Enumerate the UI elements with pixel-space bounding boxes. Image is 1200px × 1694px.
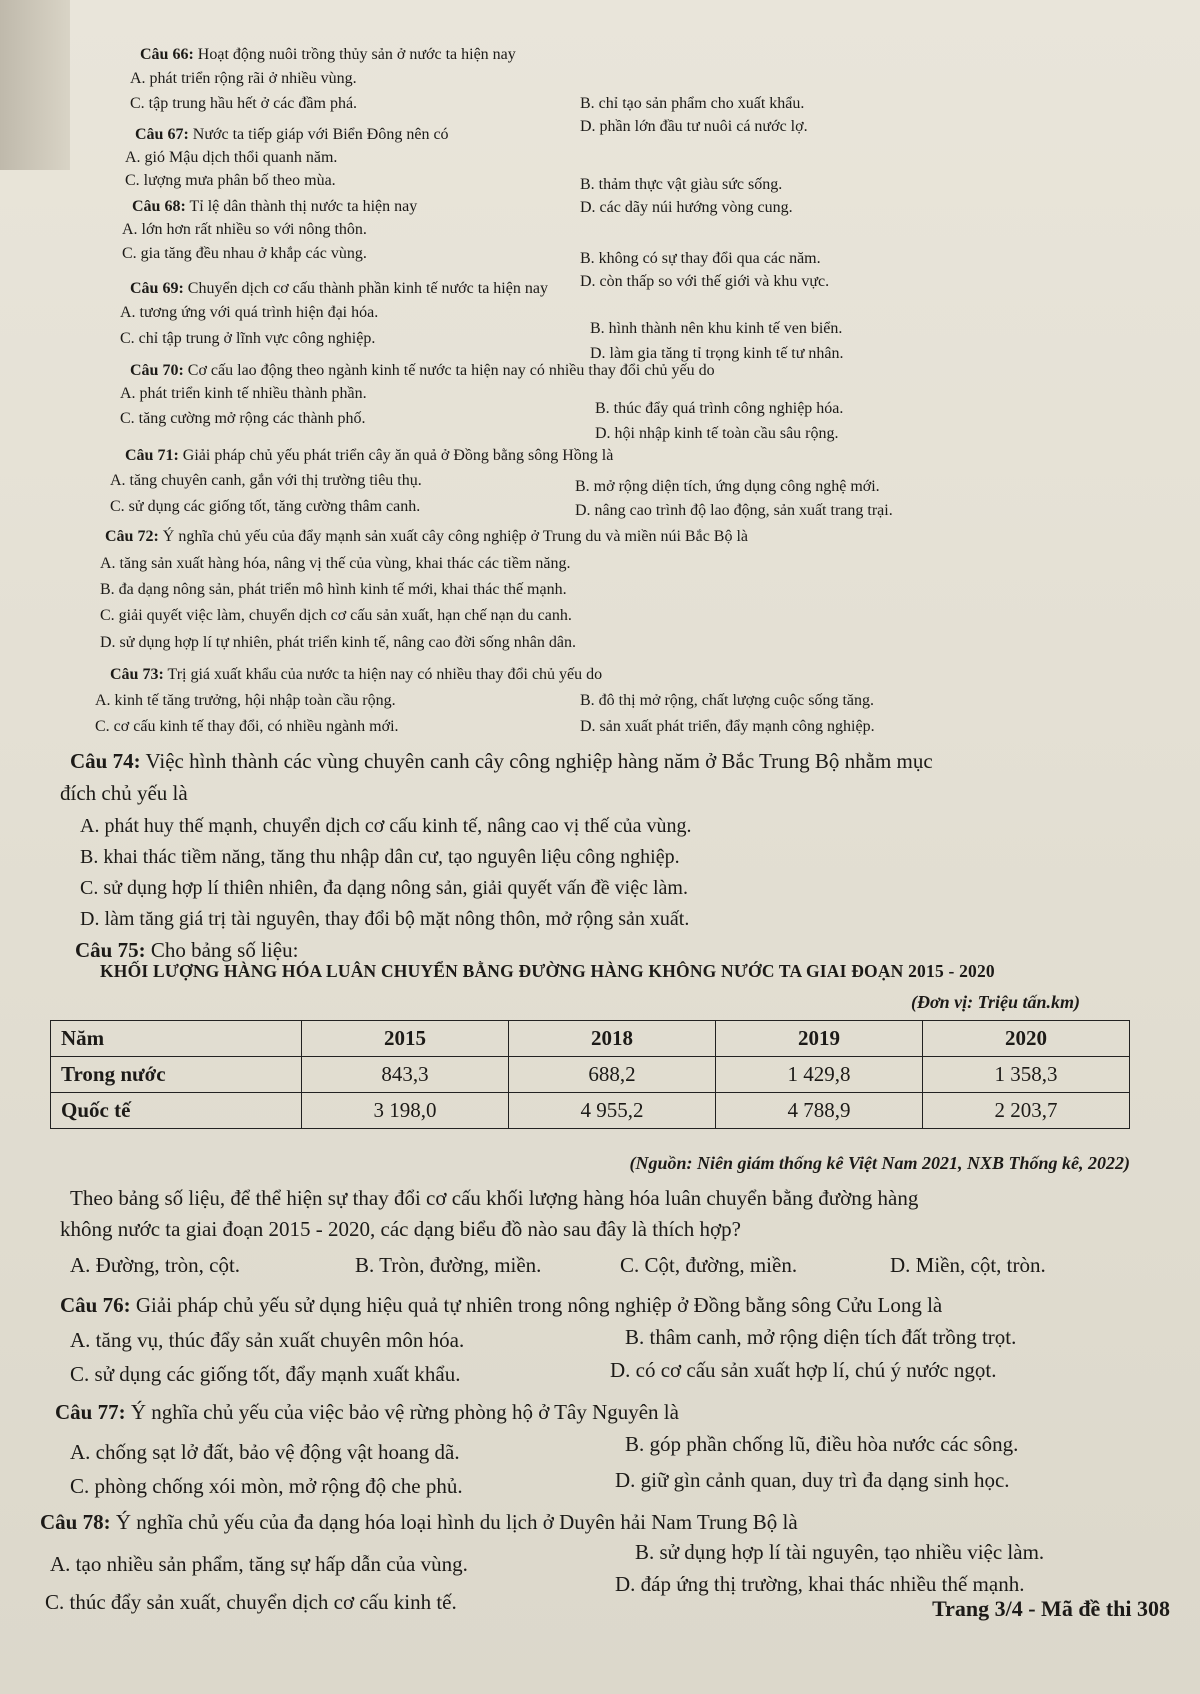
data-table — [50, 1020, 1130, 1129]
question-70-option-a: A. phát triển kinh tế nhiều thành phần. — [120, 385, 367, 402]
question-74-stem: Câu 74: Việc hình thành các vùng chuyên canh cây công nghiệp hàng năm ở Bắc Trung Bộ nhằm mục — [70, 749, 933, 773]
question-78-stem: Câu 78: Ý nghĩa chủ yếu của đa dạng hóa loại hình du lịch ở Duyên hải Nam Trung Bộ là — [40, 1510, 798, 1534]
question-69-option-c: C. chỉ tập trung ở lĩnh vực công nghiệp. — [120, 330, 376, 347]
question-66-option-b: B. chỉ tạo sản phẩm cho xuất khẩu. — [580, 95, 805, 112]
question-66-stem: Câu 66: Hoạt động nuôi trồng thủy sản ở nước ta hiện nay — [140, 46, 516, 63]
page-footer: Trang 3/4 - Mã đề thi 308 — [932, 1596, 1170, 1621]
question-70-option-b: B. thúc đẩy quá trình công nghiệp hóa. — [595, 400, 844, 417]
question-72-option-c: C. giải quyết việc làm, chuyển dịch cơ cấu sản xuất, hạn chế nạn du canh. — [100, 607, 572, 624]
question-77-option-c: C. phòng chống xói mòn, mở rộng độ che phủ. — [70, 1474, 463, 1498]
question-68-stem: Câu 68: Tỉ lệ dân thành thị nước ta hiện nay — [132, 198, 418, 215]
question-69-option-d: D. làm gia tăng tỉ trọng kinh tế tư nhân. — [590, 345, 844, 362]
question-77-option-a: A. chống sạt lở đất, bảo vệ động vật hoang dã. — [70, 1440, 460, 1464]
question-70-stem: Câu 70: Cơ cấu lao động theo ngành kinh tế nước ta hiện nay có nhiều thay đổi chủ yếu do — [130, 362, 715, 379]
question-67-stem: Câu 67: Nước ta tiếp giáp với Biển Đông nên có — [135, 126, 449, 143]
header-cell: 2020 — [923, 1021, 1130, 1057]
question-75-option-d: D. Miền, cột, tròn. — [890, 1253, 1046, 1277]
header-cell: 2018 — [509, 1021, 716, 1057]
table-header-row — [51, 1021, 1130, 1057]
question-68-option-c: C. gia tăng đều nhau ở khắp các vùng. — [122, 245, 367, 262]
question-73-option-a: A. kinh tế tăng trưởng, hội nhập toàn cầu rộng. — [95, 692, 396, 709]
question-78-option-c: C. thúc đẩy sản xuất, chuyển dịch cơ cấu kinh tế. — [45, 1590, 457, 1614]
question-72-option-d: D. sử dụng hợp lí tự nhiên, phát triển kinh tế, nâng cao đời sống nhân dân. — [100, 634, 576, 651]
question-75-option-a: A. Đường, tròn, cột. — [70, 1253, 241, 1277]
question-67-option-d: D. các dãy núi hướng vòng cung. — [580, 199, 793, 216]
table-row — [51, 1093, 1130, 1129]
question-73-option-c: C. cơ cấu kinh tế thay đổi, có nhiều ngành mới. — [95, 718, 399, 735]
question-72-option-a: A. tăng sản xuất hàng hóa, nâng vị thế của vùng, khai thác các tiềm năng. — [100, 555, 571, 572]
question-75-option-b: B. Tròn, đường, miền. — [355, 1253, 542, 1277]
table-cell: 843,3 — [302, 1057, 509, 1093]
question-74-option-a: A. phát huy thế mạnh, chuyển dịch cơ cấu kinh tế, nâng cao vị thế của vùng. — [80, 815, 692, 837]
header-cell: 2015 — [302, 1021, 509, 1057]
question-78-option-d: D. đáp ứng thị trường, khai thác nhiều thế mạnh. — [615, 1572, 1025, 1596]
question-67-option-b: B. thảm thực vật giàu sức sống. — [580, 176, 783, 193]
question-71-option-b: B. mở rộng diện tích, ứng dụng công nghệ mới. — [575, 478, 880, 495]
question-69-option-a: A. tương ứng với quá trình hiện đại hóa. — [120, 304, 379, 321]
table-unit: (Đơn vị: Triệu tấn.km) — [911, 992, 1080, 1012]
question-74-option-c: C. sử dụng hợp lí thiên nhiên, đa dạng nông sản, giải quyết vấn đề việc làm. — [80, 877, 688, 899]
table-cell: 1 429,8 — [716, 1057, 923, 1093]
question-68-option-d: D. còn thấp so với thế giới và khu vực. — [580, 273, 830, 290]
question-68-option-a: A. lớn hơn rất nhiều so với nông thôn. — [122, 221, 367, 238]
question-75-text-cont: không nước ta giai đoạn 2015 - 2020, các dạng biểu đồ nào sau đây là thích hợp? — [60, 1217, 741, 1241]
question-76-option-c: C. sử dụng các giống tốt, đẩy mạnh xuất khẩu. — [70, 1362, 461, 1386]
question-74-option-d: D. làm tăng giá trị tài nguyên, thay đổi bộ mặt nông thôn, mở rộng sản xuất. — [80, 908, 690, 930]
question-68-option-b: B. không có sự thay đổi qua các năm. — [580, 250, 821, 267]
question-76-stem: Câu 76: Giải pháp chủ yếu sử dụng hiệu quả tự nhiên trong nông nghiệp ở Đồng bằng sông Cửu Long là — [60, 1293, 943, 1317]
question-72-stem: Câu 72: Ý nghĩa chủ yếu của đẩy mạnh sản xuất cây công nghiệp ở Trung du và miền núi Bắc Bộ là — [105, 528, 749, 545]
question-70-option-c: C. tăng cường mở rộng các thành phố. — [120, 410, 366, 427]
question-71-option-d: D. nâng cao trình độ lao động, sản xuất trang trại. — [575, 502, 893, 519]
question-76-option-d: D. có cơ cấu sản xuất hợp lí, chú ý nước ngọt. — [610, 1358, 997, 1382]
row-label: Trong nước — [51, 1057, 302, 1093]
question-70-option-d: D. hội nhập kinh tế toàn cầu sâu rộng. — [595, 425, 839, 442]
table-cell: 4 955,2 — [509, 1093, 716, 1129]
table-source: (Nguồn: Niên giám thống kê Việt Nam 2021, NXB Thống kê, 2022) — [629, 1153, 1130, 1173]
table-cell: 2 203,7 — [923, 1093, 1130, 1129]
question-69-option-b: B. hình thành nên khu kinh tế ven biển. — [590, 320, 843, 337]
question-71-option-a: A. tăng chuyên canh, gắn với thị trường tiêu thụ. — [110, 472, 422, 489]
question-69-stem: Câu 69: Chuyển dịch cơ cấu thành phần kinh tế nước ta hiện nay — [130, 280, 548, 297]
table-title: KHỐI LƯỢNG HÀNG HÓA LUÂN CHUYỂN BẰNG ĐƯỜNG HÀNG KHÔNG NƯỚC TA GIAI ĐOẠN 2015 - 2020 — [100, 961, 995, 981]
question-74-option-b: B. khai thác tiềm năng, tăng thu nhập dân cư, tạo nguyên liệu công nghiệp. — [80, 846, 680, 868]
question-67-option-c: C. lượng mưa phân bố theo mùa. — [125, 172, 336, 189]
question-76-option-a: A. tăng vụ, thúc đẩy sản xuất chuyên môn hóa. — [70, 1328, 465, 1352]
table-row — [51, 1057, 1130, 1093]
question-72-option-b: B. đa dạng nông sản, phát triển mô hình kinh tế mới, khai thác thế mạnh. — [100, 581, 567, 598]
question-66-option-d: D. phần lớn đầu tư nuôi cá nước lợ. — [580, 118, 808, 135]
question-74-stem-cont: đích chủ yếu là — [60, 781, 188, 805]
question-73-option-d: D. sản xuất phát triển, đẩy mạnh công nghiệp. — [580, 718, 875, 735]
question-77-option-b: B. góp phần chống lũ, điều hòa nước các sông. — [625, 1432, 1019, 1456]
question-66-option-a: A. phát triển rộng rãi ở nhiều vùng. — [130, 70, 357, 87]
question-73-stem: Câu 73: Trị giá xuất khẩu của nước ta hiện nay có nhiều thay đổi chủ yếu do — [110, 666, 603, 683]
question-71-option-c: C. sử dụng các giống tốt, tăng cường thâm canh. — [110, 498, 421, 515]
header-cell: 2019 — [716, 1021, 923, 1057]
table-cell: 4 788,9 — [716, 1093, 923, 1129]
row-label: Quốc tế — [51, 1093, 302, 1129]
question-76-option-b: B. thâm canh, mở rộng diện tích đất trồng trọt. — [625, 1325, 1017, 1349]
table-cell: 3 198,0 — [302, 1093, 509, 1129]
question-78-option-b: B. sử dụng hợp lí tài nguyên, tạo nhiều việc làm. — [635, 1540, 1045, 1564]
table-cell: 688,2 — [509, 1057, 716, 1093]
question-71-stem: Câu 71: Giải pháp chủ yếu phát triển cây ăn quả ở Đồng bằng sông Hồng là — [125, 447, 614, 464]
question-75-stem: Câu 75: Cho bảng số liệu: — [75, 938, 299, 962]
question-77-stem: Câu 77: Ý nghĩa chủ yếu của việc bảo vệ rừng phòng hộ ở Tây Nguyên là — [55, 1400, 679, 1424]
question-77-option-d: D. giữ gìn cảnh quan, duy trì đa dạng sinh học. — [615, 1468, 1010, 1492]
question-73-option-b: B. đô thị mở rộng, chất lượng cuộc sống tăng. — [580, 692, 874, 709]
previous-page-edge — [0, 0, 70, 170]
question-66-option-c: C. tập trung hầu hết ở các đầm phá. — [130, 95, 358, 112]
question-75-text: Theo bảng số liệu, để thể hiện sự thay đổi cơ cấu khối lượng hàng hóa luân chuyển bằng đường hàng — [70, 1186, 919, 1210]
question-67-option-a: A. gió Mậu dịch thổi quanh năm. — [125, 149, 338, 166]
question-78-option-a: A. tạo nhiều sản phẩm, tăng sự hấp dẫn của vùng. — [50, 1552, 468, 1576]
table-cell: 1 358,3 — [923, 1057, 1130, 1093]
question-75-option-c: C. Cột, đường, miền. — [620, 1253, 798, 1277]
header-cell: Năm — [51, 1021, 302, 1057]
